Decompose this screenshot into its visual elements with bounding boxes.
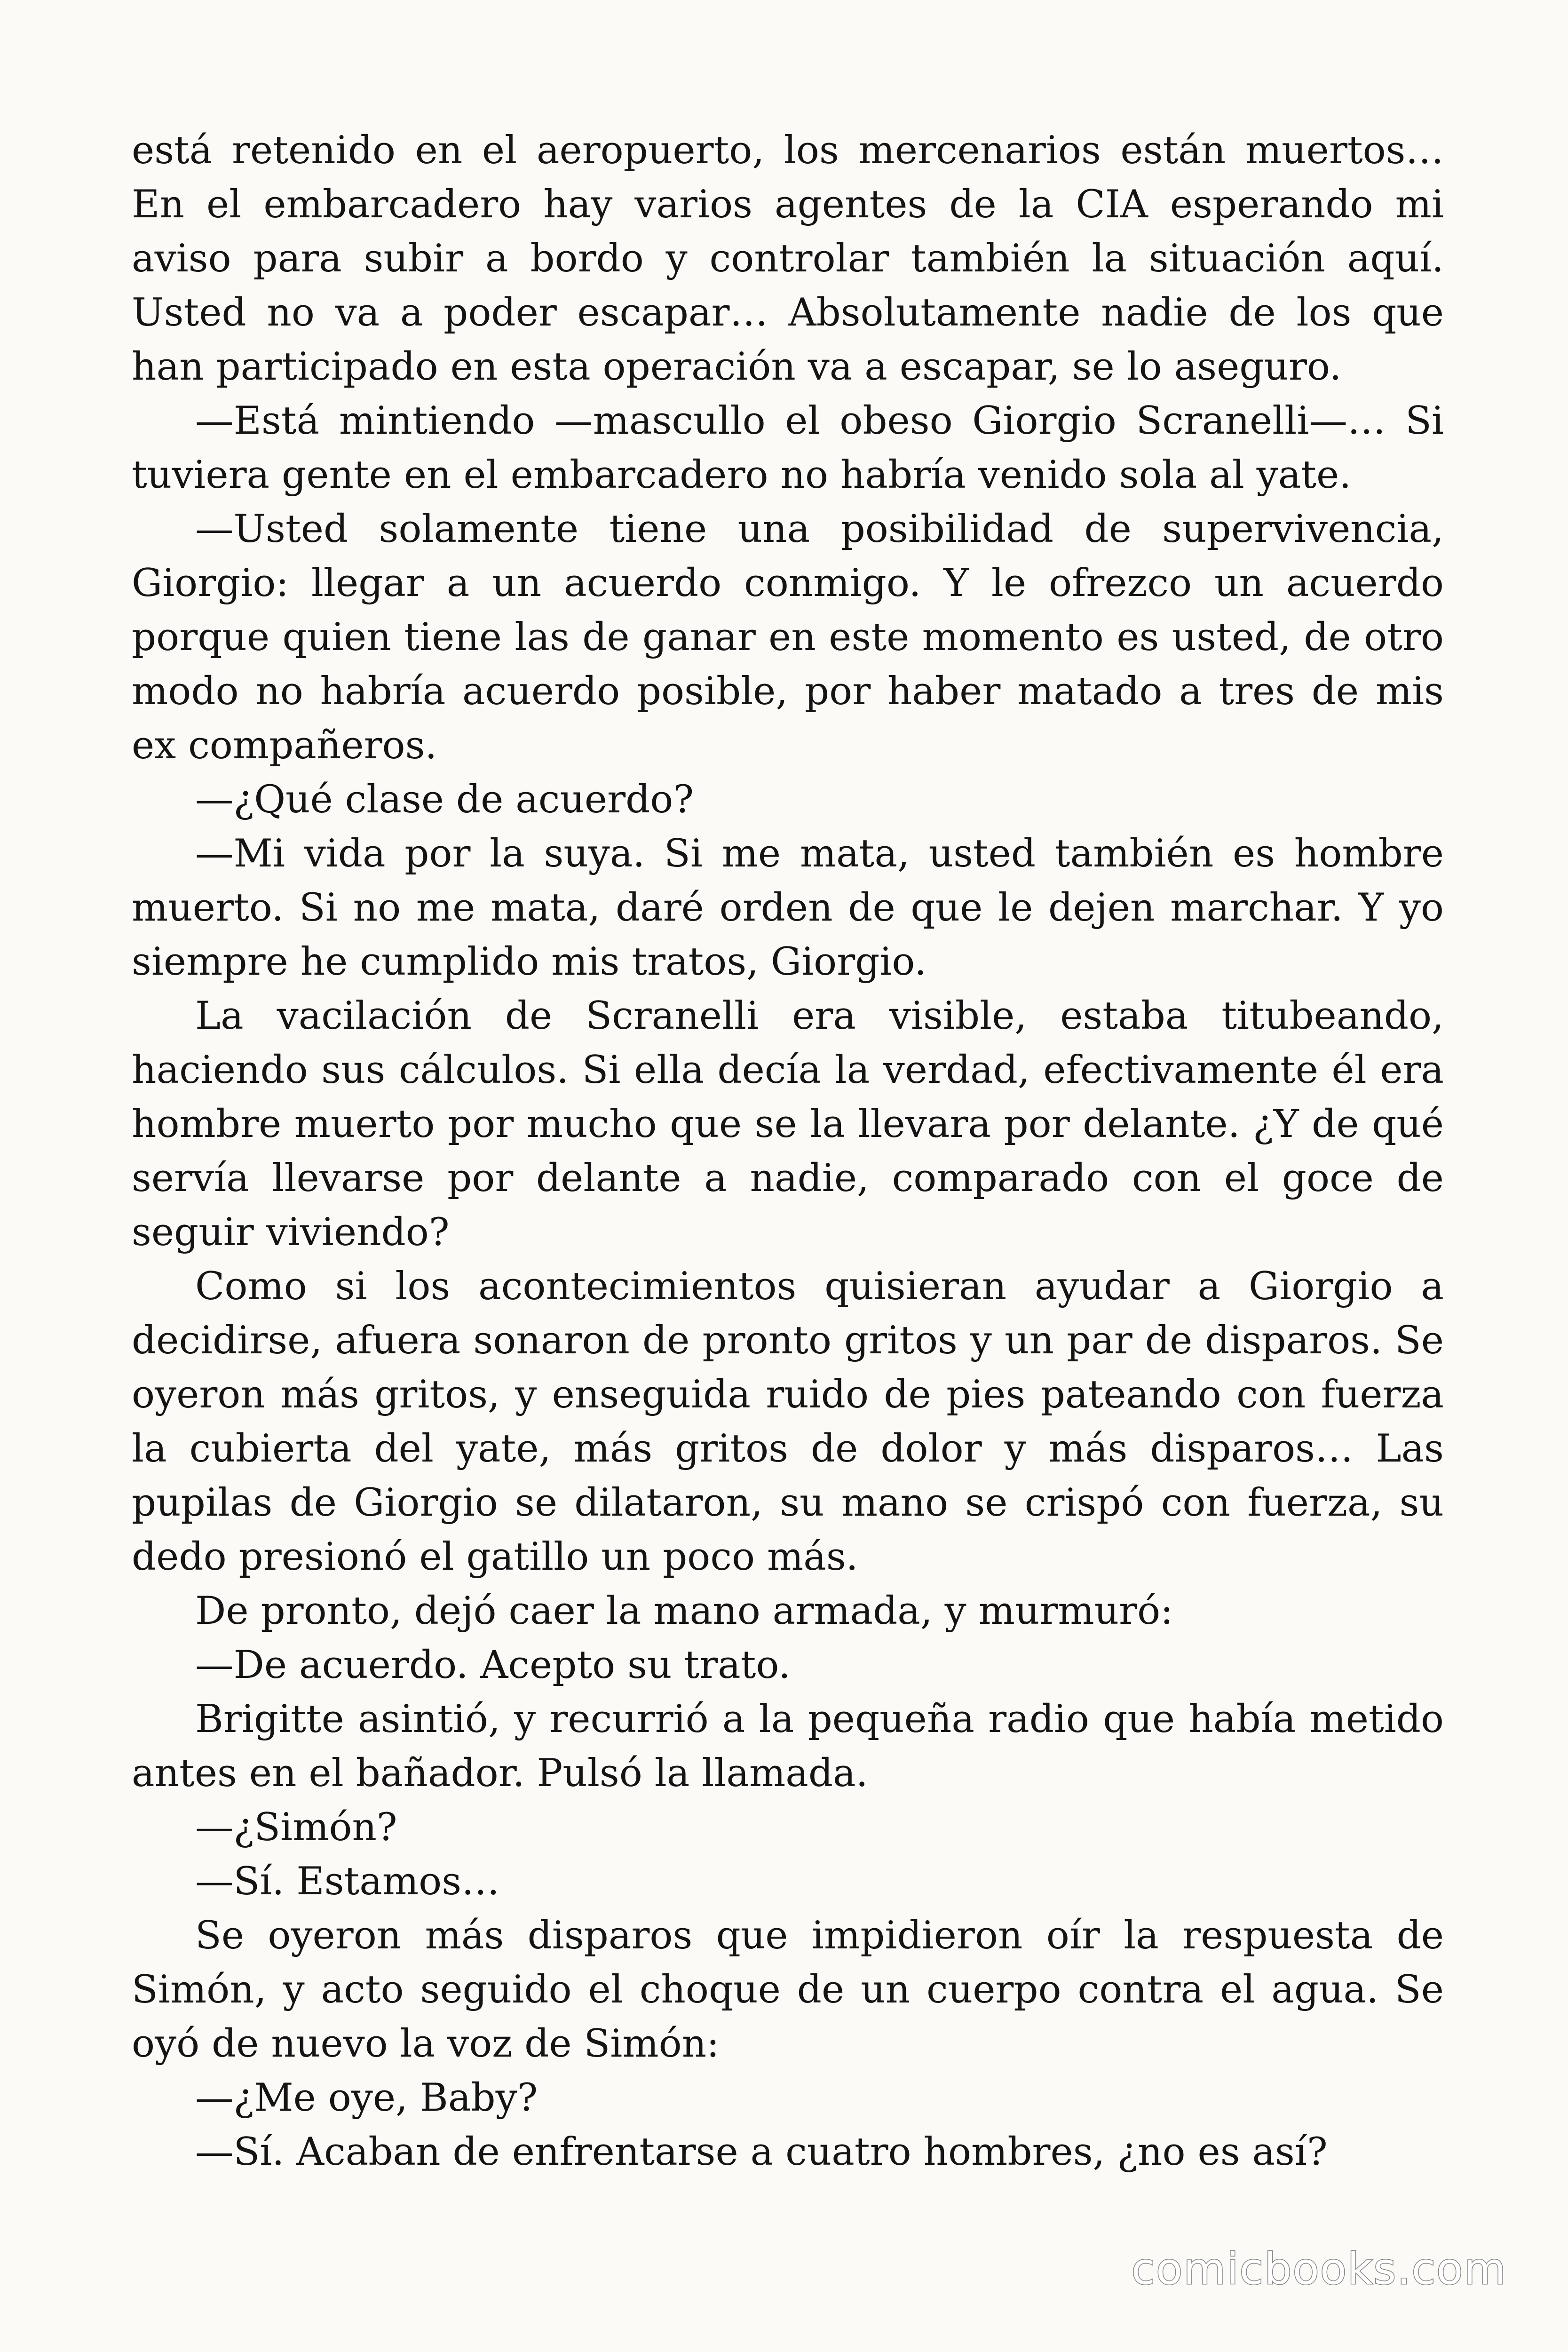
paragraph: Se oyeron más disparos que impidieron oír la respuesta de Simón, y acto seguido el choque de un cuerpo contra el agua. Se oyó de nuevo la voz de Simón: (132, 1913, 1444, 2066)
paragraph: —De acuerdo. Acepto su trato. (195, 1643, 791, 1687)
paragraph: —Sí. Estamos… (195, 1859, 500, 1904)
paragraph: está retenido en el aeropuerto, los mercenarios están muertos… En el embarcadero hay varios agentes de la CIA esperando mi aviso para subir a bordo y controlar también la situación aquí. Usted no va a poder escapar… Absolutamente nadie de los que han participado en esta operación va a escapar, se lo aseguro. (132, 128, 1444, 389)
paragraph: —¿Me oye, Baby? (195, 2075, 538, 2120)
paragraph: —Usted solamente tiene una posibilidad de supervivencia, Giorgio: llegar a un acuerdo conmigo. Y le ofrezco un acuerdo porque quien tiene las de ganar en este momento es usted, de otro modo no habría acuerdo posible, por haber matado a tres de mis ex compañeros. (132, 507, 1444, 768)
watermark: comicbooks.com (1131, 2244, 1507, 2294)
body-text (132, 123, 1444, 2179)
paragraph: La vacilación de Scranelli era visible, estaba titubeando, haciendo sus cálculos. Si ella decía la verdad, efectivamente él era hombre muerto por mucho que se la llevara por delante. ¿Y de qué servía llevarse por delante a nadie, comparado con el goce de seguir viviendo? (132, 993, 1444, 1255)
paragraph: Como si los acontecimientos quisieran ayudar a Giorgio a decidirse, afuera sonaron de pronto gritos y un par de disparos. Se oyeron más gritos, y enseguida ruido de pies pateando con fuerza la cubierta del yate, más gritos de dolor y más disparos… Las pupilas de Giorgio se dilataron, su mano se crispó con fuerza, su dedo presionó el gatillo un poco más. (132, 1264, 1444, 1579)
paragraph: —¿Qué clase de acuerdo? (195, 777, 694, 822)
paragraph: —Mi vida por la suya. Si me mata, usted también es hombre muerto. Si no me mata, daré orden de que le dejen marchar. Y yo siempre he cumplido mis tratos, Giorgio. (132, 831, 1444, 984)
paragraph: —Sí. Acaban de enfrentarse a cuatro hombres, ¿no es así? (195, 2130, 1328, 2174)
paragraph: Brigitte asintió, y recurrió a la pequeña radio que había metido antes en el bañador. Pulsó la llamada. (132, 1697, 1444, 1796)
paragraph: —¿Simón? (195, 1805, 397, 1850)
paragraph: —Está mintiendo —mascullo el obeso Giorgio Scranelli—… Si tuviera gente en el embarcadero no habría venido sola al yate. (132, 398, 1444, 497)
paragraph: De pronto, dejó caer la mano armada, y murmuró: (195, 1589, 1173, 1633)
